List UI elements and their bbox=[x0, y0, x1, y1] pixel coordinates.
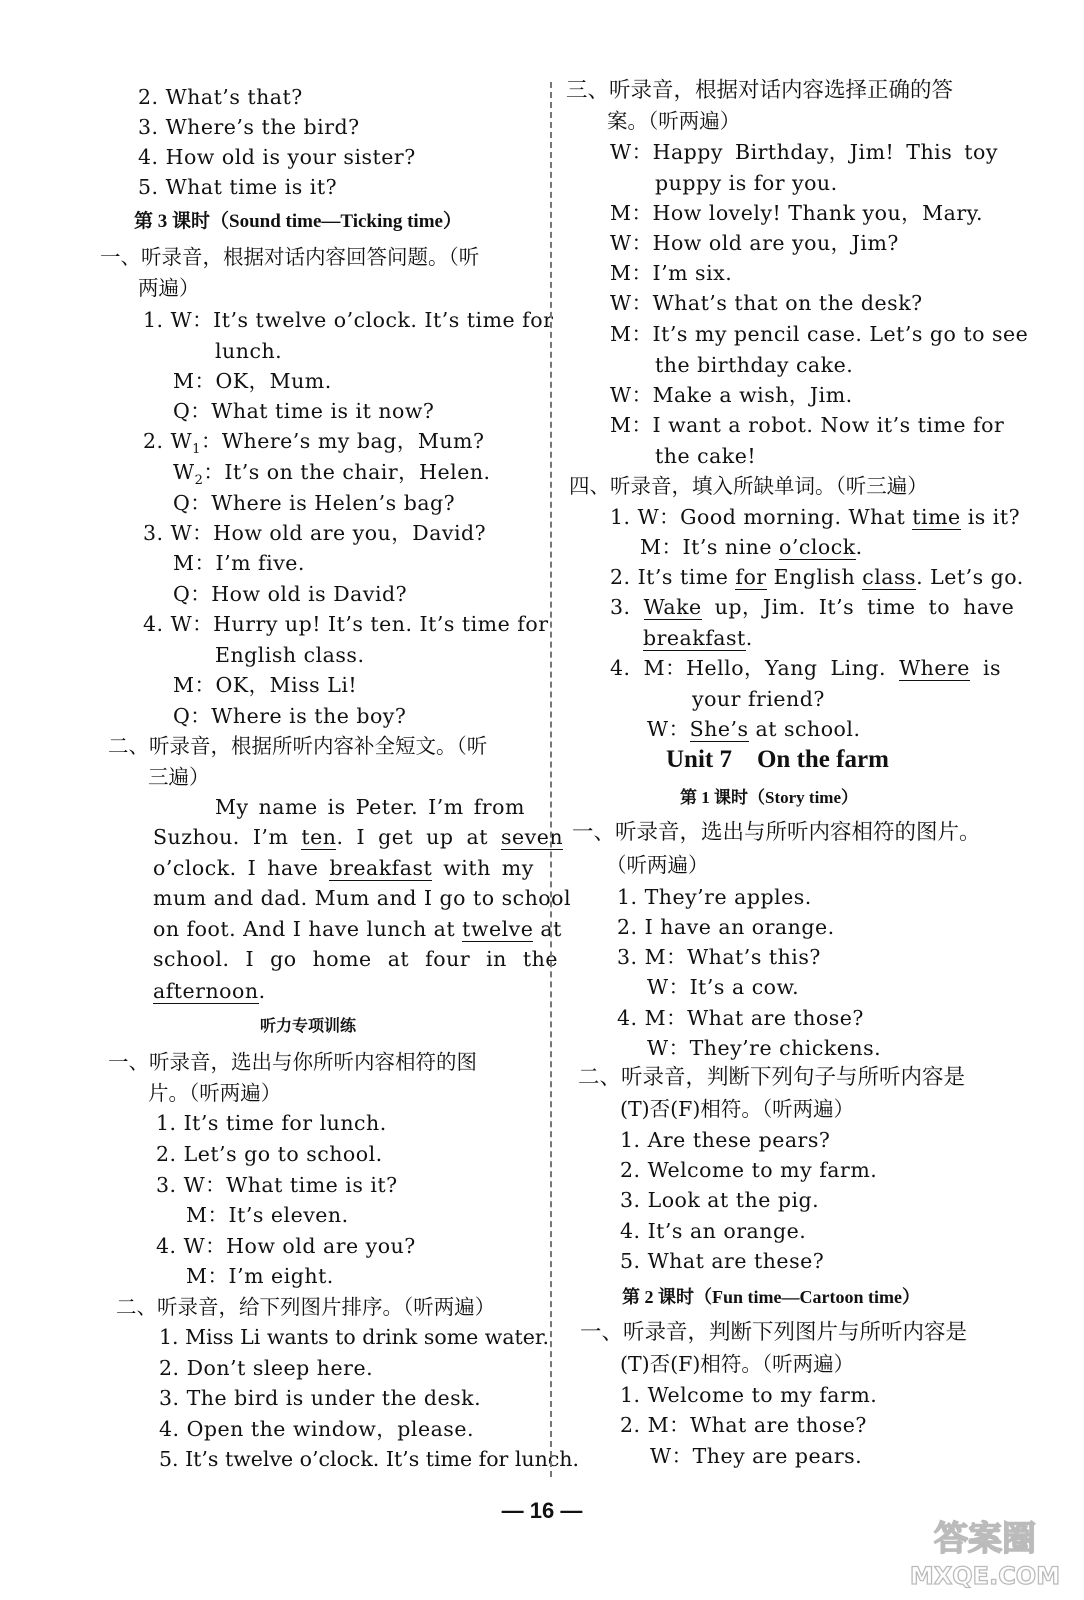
answer-blank: o’clock bbox=[779, 535, 856, 559]
section-title: 一、听录音，选出与你所听内容相符的图 bbox=[108, 1050, 477, 1074]
section-title: 四、听录音，填入所缺单词。（听三遍） bbox=[569, 474, 928, 498]
passage-line: o’clock. I have breakfast with my bbox=[153, 856, 534, 880]
text-line: 5. What time is it? bbox=[138, 175, 338, 199]
text-line: 1. They’re apples. bbox=[617, 885, 812, 909]
section-title: 一、听录音，选出与所听内容相符的图片。 bbox=[572, 820, 981, 845]
passage-line: on foot. And I have lunch at twelve at bbox=[153, 917, 562, 941]
lesson1-heading: 第 1 课时（Story time） bbox=[680, 788, 859, 807]
text-line: 4. It’s an orange. bbox=[620, 1219, 807, 1243]
text-line: 2. What’s that? bbox=[138, 85, 303, 109]
unit-title: Unit 7 On the farm bbox=[666, 746, 889, 773]
dialogue-line: W：It’s a cow. bbox=[647, 975, 800, 999]
dialogue-line: 3. M：What’s this? bbox=[617, 945, 821, 969]
dialogue-line: Q：What time is it now? bbox=[173, 399, 435, 423]
section-title: 两遍） bbox=[138, 276, 200, 300]
fill-line: M：It’s nine o’clock. bbox=[640, 535, 863, 559]
section-title: (T)否(F)相符。（听两遍） bbox=[620, 1097, 855, 1121]
answer-blank: breakfast bbox=[329, 856, 433, 880]
section-title: 一、听录音，判断下列图片与所听内容是 bbox=[580, 1320, 968, 1345]
dialogue-line: W：Make a wish，Jim. bbox=[610, 383, 853, 407]
dialogue-line: M：It’s my pencil case. Let’s go to see bbox=[610, 322, 1029, 346]
text-line: 2. Welcome to my farm. bbox=[620, 1158, 878, 1182]
dialogue-line: M：I’m eight. bbox=[186, 1264, 334, 1288]
fill-line: breakfast. bbox=[643, 626, 753, 650]
section-title: 案。（听两遍） bbox=[607, 109, 741, 133]
text-line: 5. What are these? bbox=[620, 1249, 825, 1273]
dialogue-line: M：OK，Miss Li! bbox=[173, 673, 358, 697]
passage-line: school. I go home at four in the bbox=[153, 947, 558, 971]
answer-blank: class bbox=[862, 565, 917, 589]
dialogue-line: M：OK，Mum. bbox=[173, 369, 332, 393]
section-title: 片。（听两遍） bbox=[148, 1081, 282, 1105]
section-title: 三、听录音，根据对话内容选择正确的答 bbox=[566, 78, 954, 103]
dialogue-line: 4. M：What are those? bbox=[617, 1006, 864, 1030]
dialogue-line: W：They’re chickens. bbox=[647, 1036, 882, 1060]
section-title: 三遍） bbox=[148, 765, 210, 789]
section-title: 二、听录音，根据所听内容补全短文。（听 bbox=[108, 734, 488, 758]
answer-blank: for bbox=[735, 565, 767, 589]
watermark-url: MXQE.COM bbox=[909, 1562, 1061, 1590]
dialogue-line: the cake! bbox=[655, 444, 757, 468]
page-number: — 16 — bbox=[501, 1498, 583, 1523]
dialogue-line: M：I’m five. bbox=[173, 551, 305, 575]
answer-blank: Where bbox=[899, 656, 970, 680]
text-line: 1. It’s time for lunch. bbox=[156, 1111, 387, 1135]
answer-blank: afternoon bbox=[153, 979, 259, 1003]
answer-blank: ten bbox=[301, 825, 337, 849]
text-line: 2. Don’t sleep here. bbox=[159, 1356, 374, 1380]
fill-line: 4. M：Hello，Yang Ling. Where is bbox=[610, 656, 1002, 680]
dialogue-line: English class. bbox=[215, 643, 365, 667]
fill-line: 2. It’s time for English class. Let’s go. bbox=[610, 565, 1024, 589]
answer-blank: twelve bbox=[462, 917, 534, 941]
answer-blank: She’s bbox=[689, 717, 749, 741]
section-title: 一、听录音，根据对话内容回答问题。（听 bbox=[100, 245, 480, 269]
dialogue-line: Q：Where is Helen’s bag? bbox=[173, 491, 456, 515]
text-line: 2. Let’s go to school. bbox=[156, 1142, 383, 1166]
passage-line: afternoon. bbox=[153, 979, 266, 1003]
passage-line: My name is Peter. I’m from bbox=[215, 795, 525, 819]
dialogue-line: 2. $W_1$：Where’s my bag，Mum? bbox=[143, 429, 485, 458]
dialogue-line: 4. W：How old are you? bbox=[156, 1234, 416, 1258]
text-line: 5. It’s twelve o’clock. It’s time for lunch. bbox=[159, 1447, 580, 1471]
text-line: 1. Miss Li wants to drink some water. bbox=[159, 1325, 549, 1349]
lesson2-heading: 第 2 课时（Fun time—Cartoon time） bbox=[622, 1287, 920, 1307]
dialogue-line: $W_2$：It’s on the chair，Helen. bbox=[173, 460, 491, 489]
fill-line: your friend? bbox=[692, 687, 825, 711]
column-divider bbox=[550, 82, 552, 1477]
training-heading: 听力专项训练 bbox=[260, 1018, 357, 1035]
section-title: （听两遍） bbox=[606, 853, 709, 877]
dialogue-line: M：How lovely! Thank you，Mary. bbox=[610, 201, 984, 225]
dialogue-line: W：What’s that on the desk? bbox=[610, 291, 923, 315]
text-line: 1. Are these pears? bbox=[620, 1128, 831, 1152]
text-line: 3. The bird is under the desk. bbox=[159, 1386, 482, 1410]
section-title: 二、听录音，判断下列句子与所听内容是 bbox=[578, 1065, 966, 1090]
lesson3-heading: 第 3 课时（Sound time—Ticking time） bbox=[134, 211, 462, 232]
dialogue-line: M：I want a robot. Now it’s time for bbox=[610, 413, 1005, 437]
text-line: 2. I have an orange. bbox=[617, 915, 835, 939]
dialogue-line: 1. W：It’s twelve o’clock. It’s time for bbox=[143, 308, 554, 332]
section-title: (T)否(F)相符。（听两遍） bbox=[620, 1352, 855, 1376]
answer-blank: Wake bbox=[643, 595, 702, 619]
section-title: 二、听录音，给下列图片排序。（听两遍） bbox=[116, 1295, 496, 1319]
dialogue-line: W：They are pears. bbox=[650, 1444, 863, 1468]
dialogue-line: Q：How old is David? bbox=[173, 582, 408, 606]
dialogue-line: the birthday cake. bbox=[655, 353, 854, 377]
dialogue-line: Q：Where is the boy? bbox=[173, 704, 407, 728]
fill-line: 1. W：Good morning. What time is it? bbox=[610, 505, 1021, 529]
text-line: 4. How old is your sister? bbox=[138, 145, 416, 169]
dialogue-line: W：Happy Birthday，Jim! This toy bbox=[610, 140, 998, 164]
dialogue-line: 3. W：What time is it? bbox=[156, 1173, 398, 1197]
dialogue-line: puppy is for you. bbox=[655, 171, 838, 195]
text-line: 1. Welcome to my farm. bbox=[620, 1383, 878, 1407]
answer-blank: time bbox=[912, 505, 961, 529]
dialogue-line: 4. W：Hurry up! It’s ten. It’s time for bbox=[143, 612, 549, 636]
fill-line: 3. Wake up，Jim. It’s time to have bbox=[610, 595, 1015, 619]
dialogue-line: 3. W：How old are you，David? bbox=[143, 521, 487, 545]
text-line: 3. Look at the pig. bbox=[620, 1188, 820, 1212]
dialogue-line: M：It’s eleven. bbox=[186, 1203, 349, 1227]
passage-line: Suzhou. I’m ten. I get up at seven bbox=[153, 825, 564, 849]
passage-line: mum and dad. Mum and I go to school bbox=[153, 886, 572, 910]
dialogue-line: 2. M：What are those? bbox=[620, 1413, 867, 1437]
fill-line: W：She’s at school. bbox=[647, 717, 861, 741]
watermark-text: 答案圈 bbox=[934, 1519, 1036, 1559]
dialogue-line: W：How old are you，Jim? bbox=[610, 231, 899, 255]
answer-blank: seven bbox=[500, 825, 564, 849]
watermark-logo bbox=[900, 1510, 1070, 1592]
answer-blank: breakfast bbox=[643, 626, 746, 650]
text-line: 3. Where’s the bird? bbox=[138, 115, 360, 139]
dialogue-line: lunch. bbox=[215, 339, 283, 363]
text-line: 4. Open the window，please. bbox=[159, 1417, 474, 1441]
dialogue-line: M：I’m six. bbox=[610, 261, 733, 285]
